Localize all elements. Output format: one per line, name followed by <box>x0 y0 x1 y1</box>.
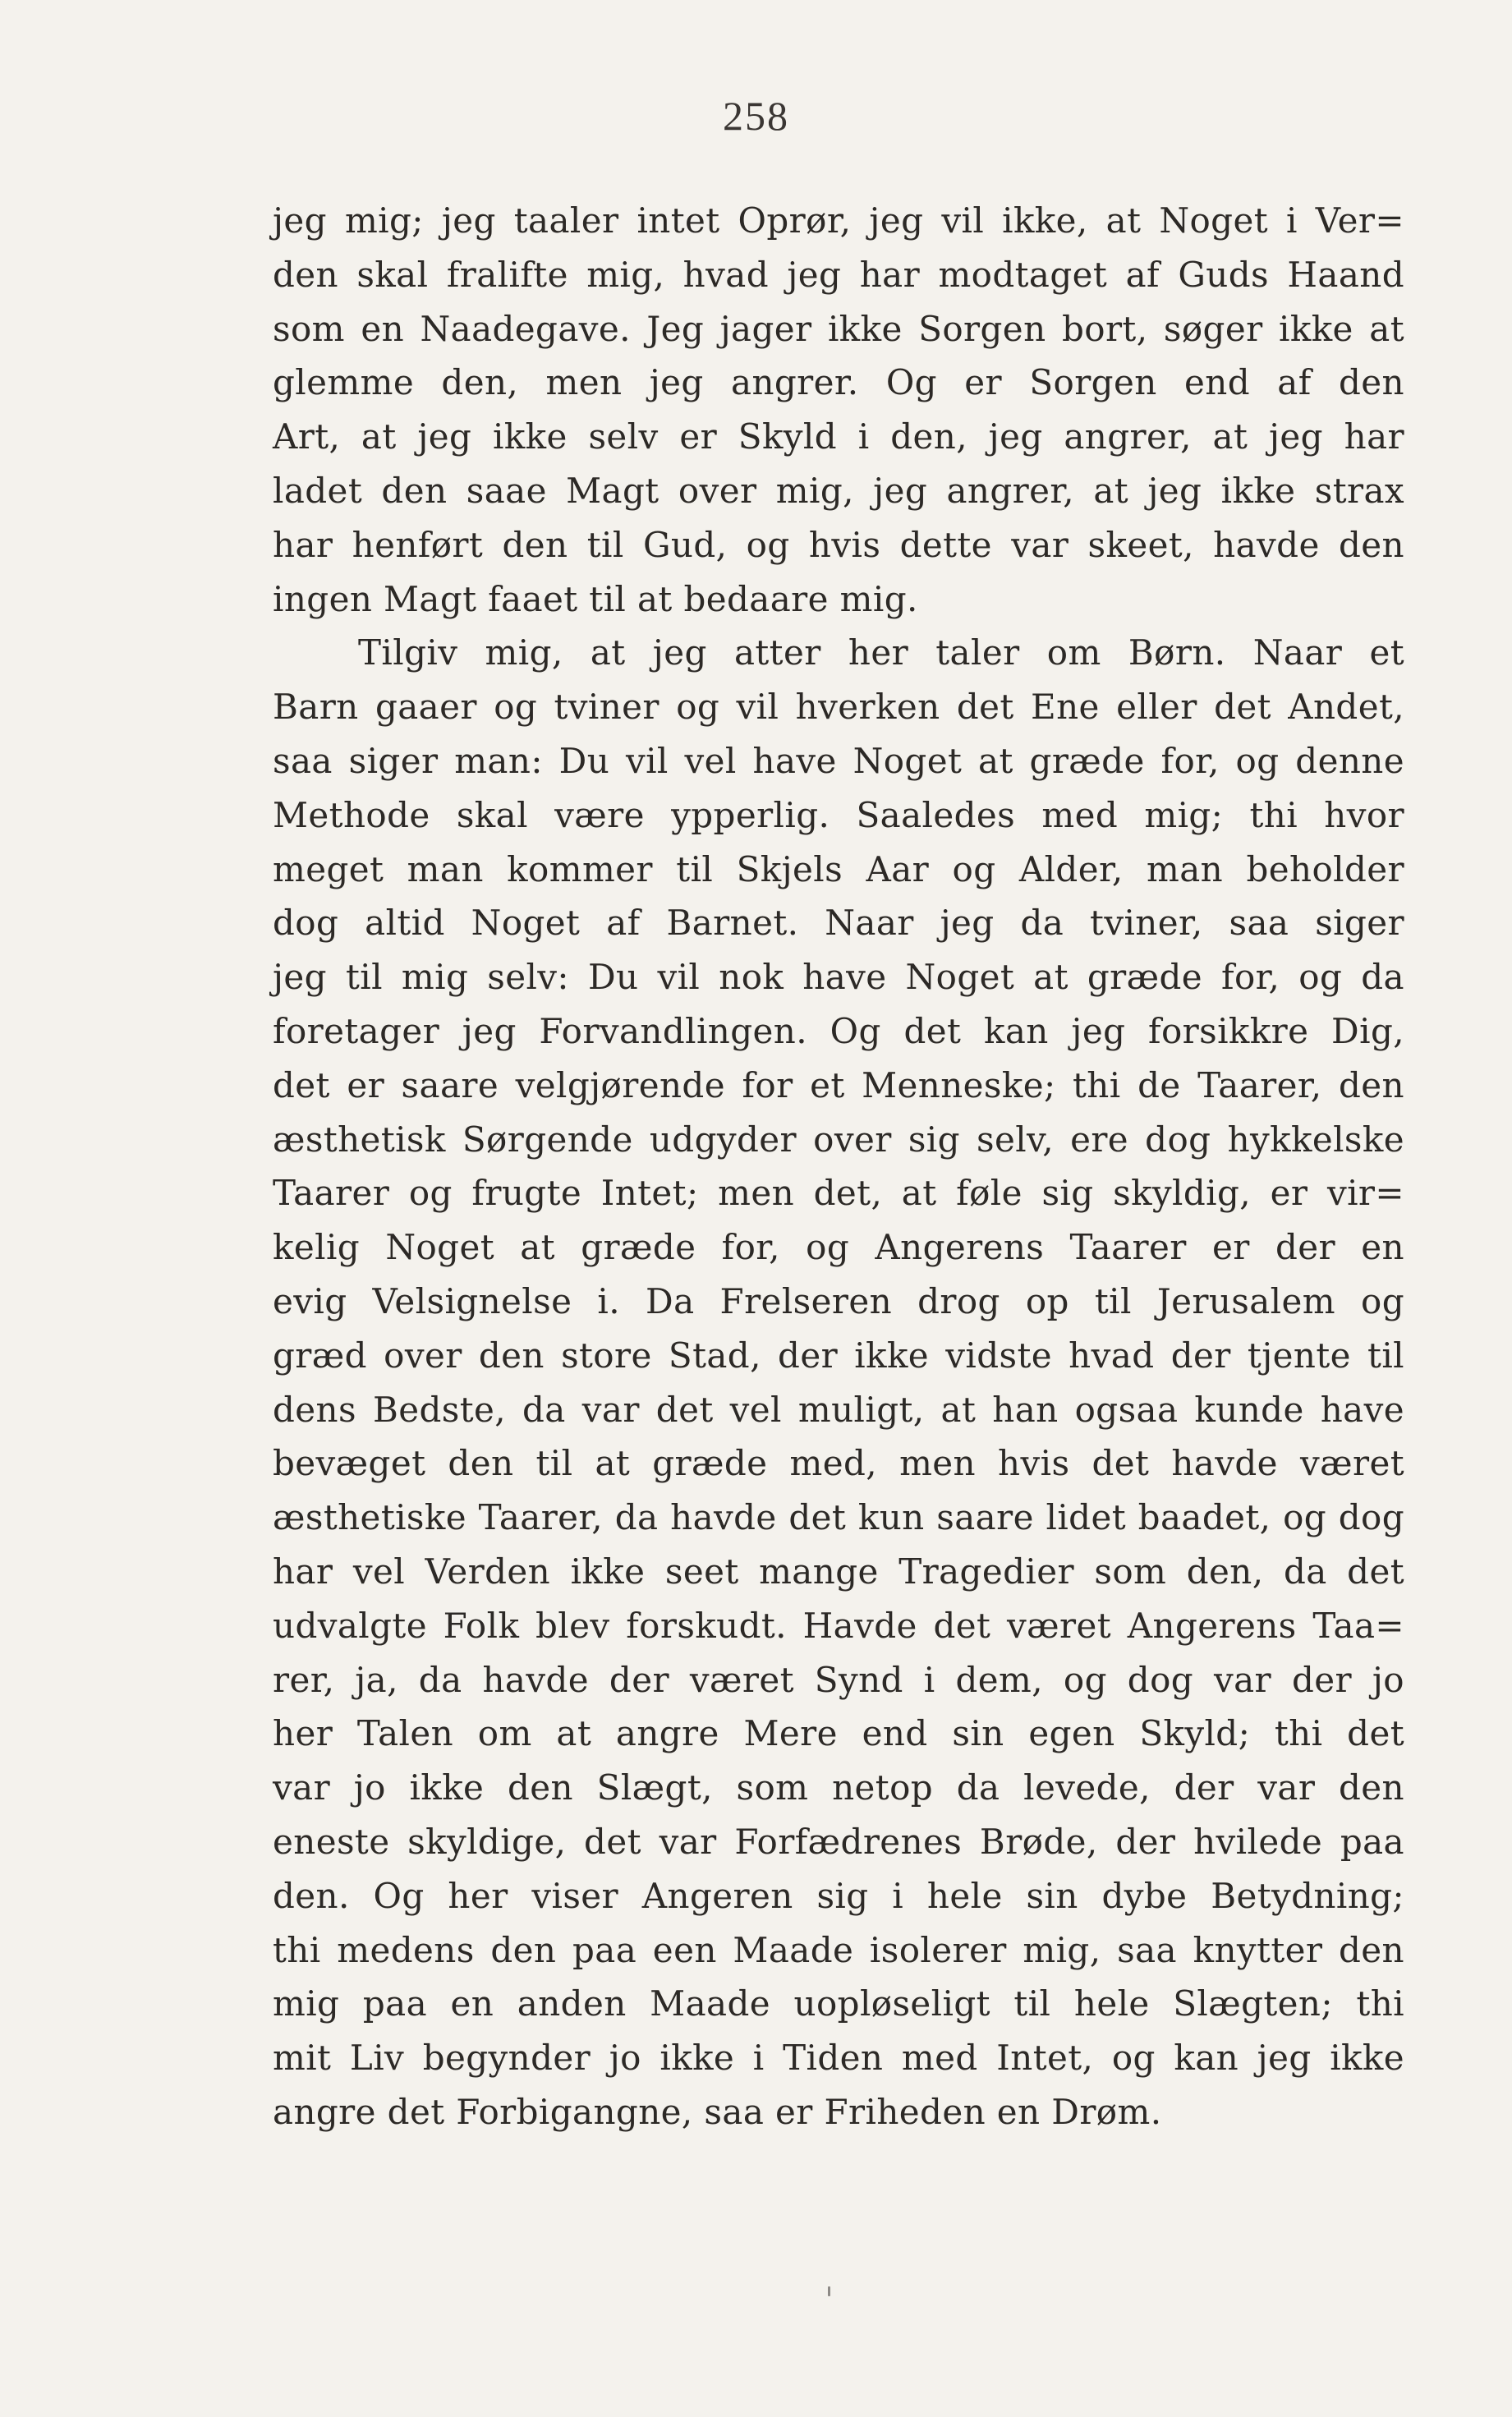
text-line: mit Liv begynder jo ikke i Tiden med Intet, og kan jeg ikke <box>273 2038 1404 2079</box>
text-line: Art, at jeg ikke selv er Skyld i den, jeg angrer, at jeg har <box>273 416 1404 457</box>
text-line: saa siger man: Du vil vel have Noget at græde for, og denne <box>273 740 1404 781</box>
paragraph-end-line: ingen Magt faaet til at bedaare mig. <box>273 578 918 619</box>
text-line: her Talen om at angre Mere end sin egen Skyld; thi det <box>273 1713 1404 1754</box>
paragraph-end-line: angre det Forbigangne, saa er Friheden en Drøm. <box>273 2091 1162 2132</box>
text-line: meget man kommer til Skjels Aar og Alder, man beholder <box>273 848 1404 889</box>
text-line: Barn gaaer og tviner og vil hverken det Ene eller det Andet, <box>273 687 1404 728</box>
text-line: Taarer og frugte Intet; men det, at føle sig skyldig, er vir= <box>273 1173 1404 1214</box>
text-line: eneste skyldige, det var Forfædrenes Brøde, der hvilede paa <box>273 1821 1404 1862</box>
text-line: evig Velsignelse i. Da Frelseren drog op til Jerusalem og <box>273 1280 1404 1321</box>
text-line: dens Bedste, da var det vel muligt, at han ogsaa kunde have <box>273 1389 1404 1430</box>
text-line: rer, ja, da havde der været Synd i dem, og dog var der jo <box>273 1659 1404 1700</box>
text-line: græd over den store Stad, der ikke vidste hvad der tjente til <box>273 1335 1404 1376</box>
text-line: som en Naadegave. Jeg jager ikke Sorgen bort, søger ikke at <box>273 308 1404 349</box>
text-line: Methode skal være ypperlig. Saaledes med mig; thi hvor <box>273 794 1404 835</box>
text-line: den skal fralifte mig, hvad jeg har modtaget af Guds Haand <box>273 254 1404 295</box>
text-line: dog altid Noget af Barnet. Naar jeg da tviner, saa siger <box>273 903 1404 944</box>
text-line: det er saare velgjørende for et Menneske; thi de Taarer, den <box>273 1064 1404 1105</box>
text-line: thi medens den paa een Maade isolerer mig, saa knytter den <box>273 1929 1404 1970</box>
text-line: æsthetiske Taarer, da havde det kun saare lidet baadet, og dog <box>273 1497 1404 1538</box>
text-line: den. Og her viser Angeren sig i hele sin dybe Betydning; <box>273 1875 1404 1916</box>
text-line: æsthetisk Sørgende udgyder over sig selv, ere dog hykkelske <box>273 1119 1404 1160</box>
print-speck <box>828 2286 830 2296</box>
text-line: glemme den, men jeg angrer. Og er Sorgen end af den <box>273 362 1404 403</box>
text-line: bevæget den til at græde med, men hvis det havde været <box>273 1443 1404 1484</box>
text-line: mig paa en anden Maade uopløseligt til hele Slægten; thi <box>273 1983 1404 2024</box>
page-number: 258 <box>723 93 789 139</box>
text-line: jeg til mig selv: Du vil nok have Noget at græde for, og da <box>273 957 1404 998</box>
text-line: jeg mig; jeg taaler intet Oprør, jeg vil ikke, at Noget i Ver= <box>273 200 1404 241</box>
body-text <box>273 194 1404 2139</box>
text-line: ladet den saae Magt over mig, jeg angrer, at jeg ikke strax <box>273 470 1404 511</box>
text-line: udvalgte Folk blev forskudt. Havde det været Angerens Taa= <box>273 1605 1404 1646</box>
text-line: har vel Verden ikke seet mange Tragedier som den, da det <box>273 1551 1404 1592</box>
text-line: var jo ikke den Slægt, som netop da levede, der var den <box>273 1767 1404 1808</box>
text-line: foretager jeg Forvandlingen. Og det kan jeg forsikkre Dig, <box>273 1010 1404 1051</box>
paragraph-start-line: Tilgiv mig, at jeg atter her taler om Børn. Naar et <box>358 632 1404 673</box>
text-line: kelig Noget at græde for, og Angerens Taarer er der en <box>273 1227 1404 1268</box>
text-line: har henført den til Gud, og hvis dette var skeet, havde den <box>273 524 1404 565</box>
